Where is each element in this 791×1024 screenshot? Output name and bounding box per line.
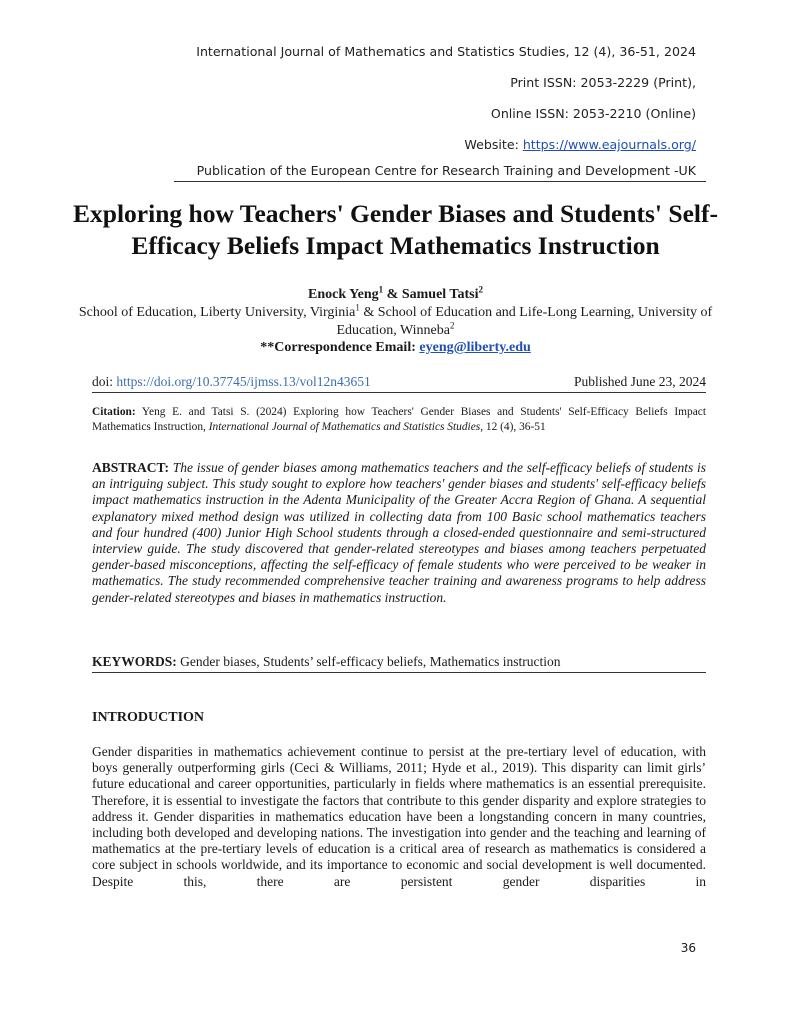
affiliation-sup-1: 1 (355, 302, 360, 313)
citation-block (92, 405, 706, 434)
correspondence-label: **Correspondence Email: (260, 340, 420, 355)
keywords-text: Gender biases, Students’ self-efficacy beliefs, Mathematics instruction (176, 654, 561, 669)
affiliation (60, 304, 731, 340)
keywords-divider (92, 672, 706, 673)
author-separator: & (383, 287, 402, 302)
doi-label: doi: (92, 374, 117, 389)
abstract-label: ABSTRACT: (92, 460, 170, 475)
citation-label: Citation: (92, 406, 136, 418)
paper-title: Exploring how Teachers' Gender Biases and Students' Self-Efficacy Beliefs Impact Mathematics Instruction (73, 199, 718, 260)
website-label: Website: (464, 137, 523, 152)
correspondence-line (60, 340, 731, 356)
correspondence-email[interactable]: eyeng@liberty.edu (419, 340, 531, 355)
published-date: Published June 23, 2024 (573, 374, 706, 389)
publisher-line: Publication of the European Centre for Research Training and Development -UK (196, 163, 696, 178)
abstract-block (92, 460, 706, 606)
keywords-line (92, 654, 706, 670)
affiliation-sup-2: 2 (449, 320, 455, 331)
header-divider (174, 181, 706, 182)
website-link[interactable]: https://www.eajournals.org/ (522, 137, 696, 152)
author-2-sup: 2 (478, 284, 483, 295)
online-issn: Online ISSN: 2053-2210 (Online) (490, 106, 696, 121)
page-number: 36 (680, 941, 696, 955)
citation-journal: International Journal of Mathematics and Statistics Studies (208, 420, 481, 433)
affiliation-part-2: & School of Education and Life-Long Learning, University of Education, Winneba (336, 305, 713, 338)
citation-text-1: Yeng E. and Tatsi S. (2024) Exploring how Teachers' Gender Biases and Students' Self-Efficacy Beliefs Impact Mathematics Instruction, (92, 406, 706, 433)
print-issn: Print ISSN: 2053-2229 (Print), (510, 75, 696, 90)
doi-row (92, 374, 706, 390)
journal-citation-header: International Journal of Mathematics and Statistics Studies, 12 (4), 36-51, 2024 (196, 44, 696, 59)
keywords-label: KEYWORDS: (92, 654, 177, 669)
introduction-paragraph: Gender disparities in mathematics achievement continue to persist at the pre-tertiary level of education, with boys generally outperforming girls (Ceci & Williams, 2011; Hyde et al., 2019). This disparity can limit girls’ future educational and career opportunities, particularly in fields where mathematics is an essential prerequisite. Therefore, it is essential to investigate the factors that contribute to this gender disparity and explore strategies to address it. Gender disparities in mathematics education have been a longstanding concern in many countries, including both developed and developing nations. The investigation into gender and the teaching and learning of mathematics at the pre-tertiary levels of education is a critical area of research as mathematics is considered a core subject in schools worldwide, and its importance to economic and social development is well documented. Despite this, there are persistent gender disparities in (92, 744, 706, 889)
citation-text-2: , 12 (4), 36-51 (480, 420, 546, 433)
author-1: Enock Yeng (308, 287, 379, 302)
affiliation-part-1: School of Education, Liberty University, Virginia (78, 305, 356, 320)
author-1-sup: 1 (378, 284, 384, 295)
website-line (464, 137, 696, 152)
introduction-heading: INTRODUCTION (92, 710, 205, 725)
doi-link[interactable]: https://doi.org/10.37745/ijmss.13/vol12n43651 (116, 374, 371, 389)
author-2: Samuel Tatsi (401, 287, 479, 302)
doi-divider (92, 392, 706, 393)
abstract-text: The issue of gender biases among mathematics teachers and the self-efficacy beliefs of students is an intriguing subject. This study sought to explore how teachers' gender biases and students' self-efficacy beliefs impact mathematics instruction in the Adenta Municipality of the Greater Accra Region of Ghana. A sequential explanatory mixed method design was utilized in collecting data from 100 Basic school mathematics teachers and four hundred (400) Junior High School students through a closed-ended questionnaire and semi-structured interview guide. The study discovered that gender-related stereotypes and biases among teachers perpetuated gender-based misconceptions, affecting the self-efficacy of female students who were perceived to be weaker in mathematics. The study recommended comprehensive teacher training and awareness programs to help address gender-related stereotypes and biases in mathematics instruction. (92, 460, 706, 605)
authors-line (60, 284, 731, 303)
